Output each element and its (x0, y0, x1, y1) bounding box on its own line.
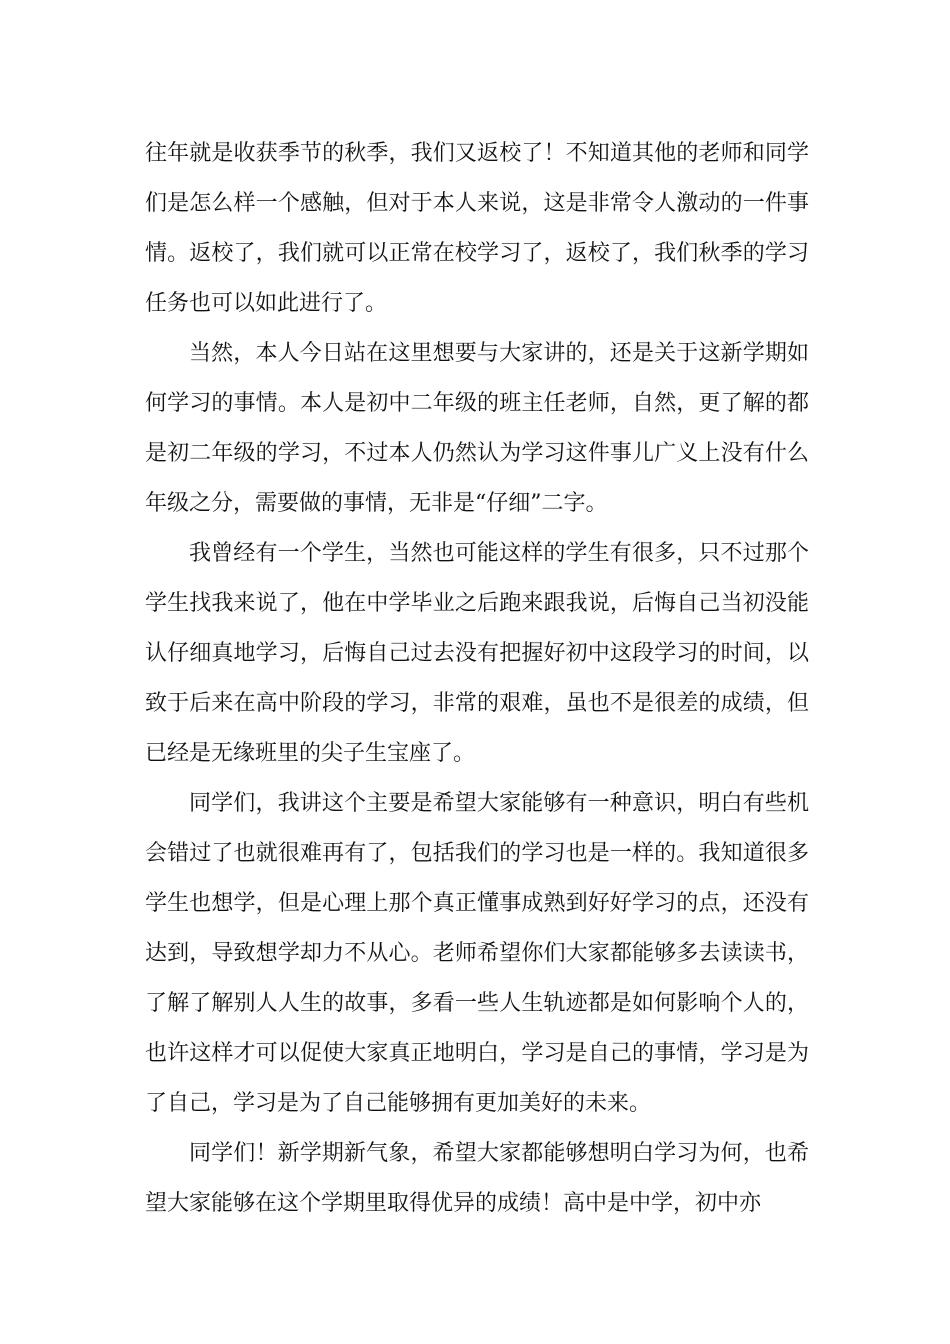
document-body (145, 129, 809, 1229)
paragraph-4: 同学们，我讲这个主要是希望大家能够有一种意识，明白有些机会错过了也就很难再有了，包括我们的学习也是一样的。我知道很多学生也想学，但是心理上那个真正懂事成熟到好好学习的点，还没有达到，导致想学却力不从心。老师希望你们大家都能够多去读读书，了解了解别人人生的故事，多看一些人生轨迹都是如何影响个人的，也许这样才可以促使大家真正地明白，学习是自己的事情，学习是为了自己，学习是为了自己能够拥有更加美好的未来。 (145, 791, 809, 1116)
paragraph-2: 当然，本人今日站在这里想要与大家讲的，还是关于这新学期如何学习的事情。本人是初中二年级的班主任老师，自然，更了解的都是初二年级的学习，不过本人仍然认为学习这件事儿广义上没有什么年级之分，需要做的事情，无非是“仔细”二字。 (145, 341, 809, 516)
paragraph-3: 我曾经有一个学生，当然也可能这样的学生有很多，只不过那个学生找我来说了，他在中学毕业之后跑来跟我说，后悔自己当初没能认仔细真地学习，后悔自己过去没有把握好初中这段学习的时间，以致于后来在高中阶段的学习，非常的艰难，虽也不是很差的成绩，但已经是无缘班里的尖子生宝座了。 (145, 541, 809, 766)
paragraph-1: 往年就是收获季节的秋季，我们又返校了！不知道其他的老师和同学们是怎么样一个感触，但对于本人来说，这是非常令人激动的一件事情。返校了，我们就可以正常在校学习了，返校了，我们秋季的学习任务也可以如此进行了。 (145, 141, 809, 316)
paragraph-5: 同学们！新学期新气象，希望大家都能够想明白学习为何，也希望大家能够在这个学期里取得优异的成绩！高中是中学，初中亦 (145, 1141, 809, 1216)
